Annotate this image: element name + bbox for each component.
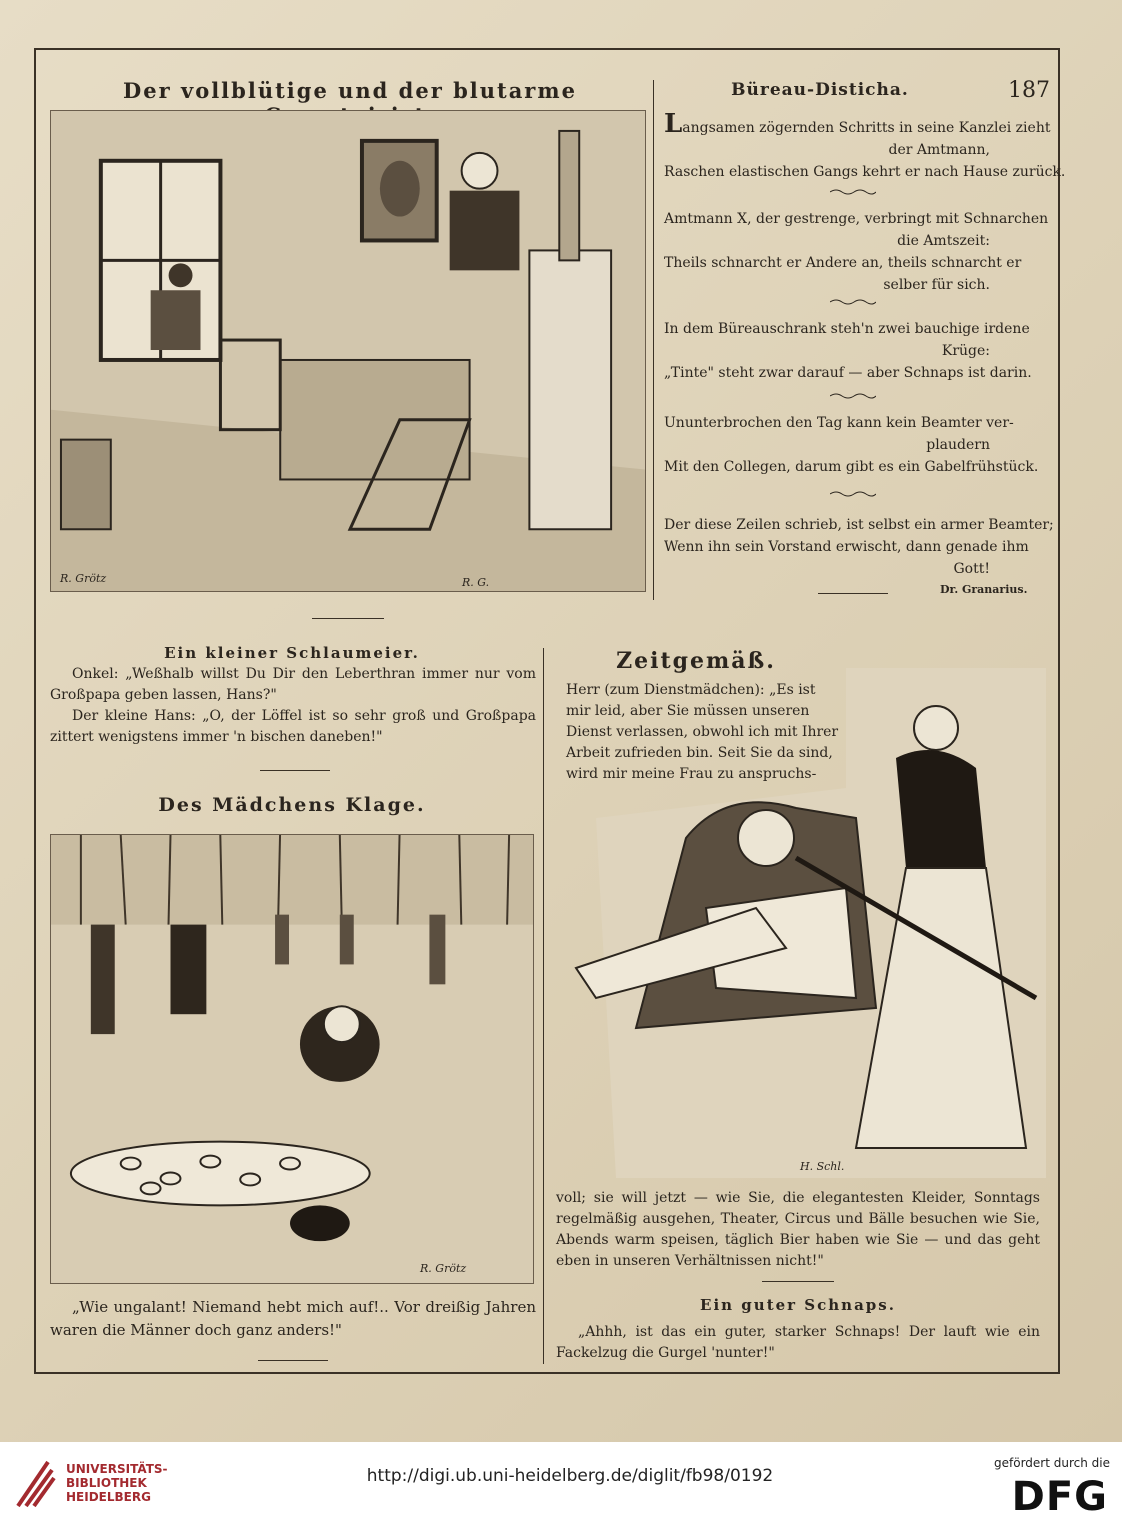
verse-line: plaudern	[926, 437, 990, 453]
klage-caption-text: „Wie ungalant! Niemand hebt mich auf!.. Vor dreißig Jahren waren die Männer doch ganz anders!"	[50, 1298, 536, 1339]
ornament-divider	[830, 392, 876, 400]
verse-line: Der diese Zeilen schrieb, ist selbst ein armer Beamter;	[664, 517, 1054, 533]
office-signature-right: R. G.	[462, 576, 490, 589]
schnaps-title: Ein guter Schnaps.	[700, 1296, 896, 1314]
verse-line: Ununterbrochen den Tag kann kein Beamter ver-	[664, 415, 1014, 431]
text-line: wird mir meine Frau zu anspruchs-	[566, 766, 817, 782]
dfg-logo[interactable]: DFG	[1011, 1474, 1108, 1520]
schnaps-text	[556, 1322, 1040, 1364]
distich-3	[664, 318, 1044, 384]
verse-line: selber für sich.	[883, 277, 990, 293]
schlaumeier-paragraph-2: Der kleine Hans: „O, der Löffel ist so sehr groß und Großpapa zittert wenigstens immer 'n bischen daneben!"	[50, 708, 536, 745]
dropcap-letter: L	[664, 109, 683, 139]
verse-line: der Amtmann,	[888, 142, 990, 158]
text-line: Herr (zum Dienstmädchen): „Es ist	[566, 682, 816, 698]
verse-line: Wenn ihn sein Vorstand erwischt, dann genade ihm	[664, 539, 1029, 555]
couple-signature: H. Schl.	[800, 1160, 845, 1173]
klage-title: Des Mädchens Klage.	[158, 794, 426, 816]
article-title-distichs: Büreau-Disticha.	[731, 80, 909, 100]
skating-illustration	[50, 834, 534, 1284]
library-logo-text[interactable]: UNIVERSITÄTS- BIBLIOTHEK HEIDELBERG	[66, 1462, 168, 1504]
verse-line: Mit den Collegen, darum gibt es ein Gabelfrühstück.	[664, 459, 1039, 475]
verse-line: Langsamen zögernden Schritts in seine Kanzlei zieht	[664, 109, 1051, 139]
text-line: mir leid, aber Sie müssen unseren	[566, 703, 810, 719]
office-signature-left: R. Grötz	[60, 572, 107, 585]
library-logo-icon[interactable]	[12, 1456, 56, 1512]
section-rule	[312, 618, 384, 619]
schnaps-paragraph: „Ahhh, ist das ein guter, starker Schnaps! Der lauft wie ein Fackelzug die Gurgel 'nunter!"	[556, 1324, 1040, 1361]
dfg-label: gefördert durch die	[994, 1456, 1110, 1470]
section-rule	[260, 770, 330, 771]
article-title-comptoirist: Der vollblütige und der blutarme	[123, 78, 577, 103]
text-line: Dienst verlassen, obwohl ich mit Ihrer	[566, 724, 839, 740]
couple-drawing	[556, 668, 1046, 1178]
section-rule	[258, 1360, 328, 1361]
office-drawing	[51, 111, 645, 591]
schlaumeier-text	[50, 664, 536, 748]
verse-line: „Tinte" steht zwar darauf — aber Schnaps ist darin.	[664, 365, 1032, 381]
klage-caption	[50, 1296, 536, 1342]
page-number: 187	[1008, 78, 1050, 103]
zeitgemaess-title: Zeitgemäß.	[616, 648, 776, 674]
document-url-link[interactable]: http://digi.ub.uni-heidelberg.de/diglit/fb98/0192	[366, 1466, 774, 1486]
column-divider-top	[653, 80, 654, 600]
skating-drawing	[51, 835, 533, 1283]
schlaumeier-paragraph-1: Onkel: „Weßhalb willst Du Dir den Leberthran immer nur vom Großpapa geben lassen, Hans?"	[50, 666, 536, 703]
zeitgemaess-continuation	[556, 1188, 1040, 1272]
verse-line: die Amtszeit:	[897, 233, 990, 249]
distich-4	[664, 412, 1044, 478]
ornament-divider	[830, 298, 876, 306]
skating-signature: R. Grötz	[420, 1262, 467, 1275]
verse-line: Gott!	[953, 561, 990, 577]
verse-line: In dem Büreauschrank steh'n zwei bauchige irdene	[664, 321, 1030, 337]
verse-line: Raschen elastischen Gangs kehrt er nach Hause zurück.	[664, 164, 1066, 180]
ornament-divider	[830, 188, 876, 196]
couple-illustration	[556, 668, 1046, 1178]
schlaumeier-title: Ein kleiner Schlaumeier.	[164, 644, 420, 662]
office-illustration	[50, 110, 646, 592]
zeitgemaess-continuation-text: voll; sie will jetzt — wie Sie, die elegantesten Kleider, Sonntags regelmäßig ausgehen, Theater, Circus und Bälle besuchen wie Sie, Abends warm speisen, täglich Bier haben wie Sie — und das geht eben in unseren Verhältnissen nicht!"	[556, 1190, 1040, 1269]
distich-2	[664, 208, 1049, 296]
verse-line: Theils schnarcht er Andere an, theils schnarcht er	[664, 255, 1022, 271]
author-rule	[818, 593, 888, 594]
section-rule	[762, 1281, 834, 1282]
distich-5	[664, 514, 1054, 580]
distich-1	[664, 109, 1066, 183]
ornament-divider	[830, 490, 876, 498]
distichs-author: Dr. Granarius.	[940, 583, 1028, 596]
column-divider-bottom	[543, 648, 544, 1364]
verse-line: Krüge:	[941, 343, 990, 359]
verse-line: Amtmann X, der gestrenge, verbringt mit Schnarchen	[664, 211, 1049, 227]
text-line: Arbeit zufrieden bin. Seit Sie da sind,	[566, 745, 833, 761]
